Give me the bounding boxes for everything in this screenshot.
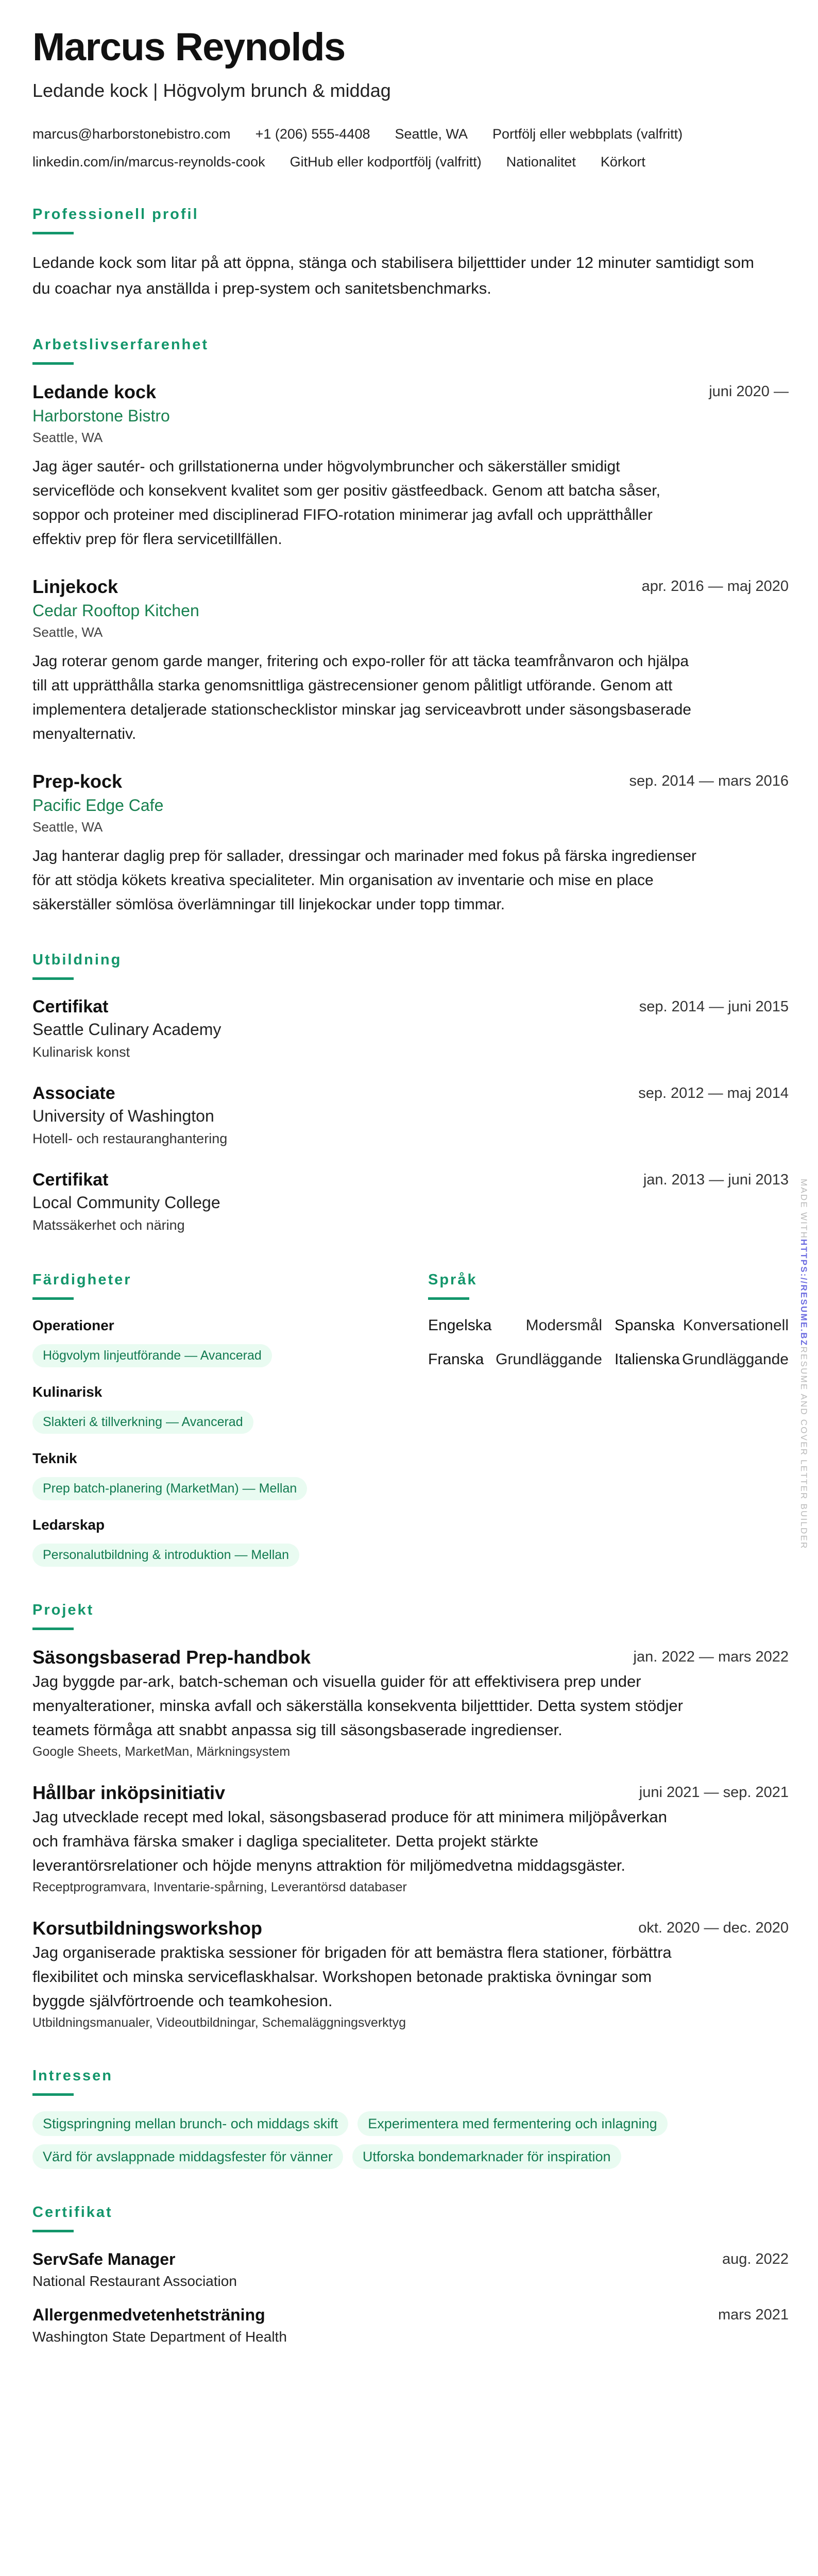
job-entry (32, 380, 789, 551)
contact-phone[interactable]: +1 (206) 555-4408 (255, 126, 370, 142)
language-item (615, 1349, 789, 1370)
language-name: Franska (428, 1351, 484, 1368)
contact-list (32, 125, 789, 171)
language-name: Italienska (615, 1351, 680, 1368)
certificate-entry (32, 2303, 789, 2348)
project-entry (32, 1646, 789, 1761)
job-company: Pacific Edge Cafe (32, 796, 164, 815)
section-heading-experience (32, 334, 789, 365)
heading-text: Projekt (32, 1602, 94, 1618)
language-name: Engelska (428, 1317, 492, 1334)
heading-text: Certifikat (32, 2204, 113, 2221)
job-title: Prep-kock (32, 771, 123, 792)
project-title: Korsutbildningsworkshop (32, 1918, 262, 1939)
candidate-title: Ledande kock | Högvolym brunch & middag (32, 80, 391, 101)
heading-underline (32, 2230, 74, 2232)
skill-pill: Högvolym linjeutförande — Avancerad (32, 1344, 272, 1367)
profile-section (32, 204, 789, 301)
section-heading-profile (32, 204, 789, 234)
profile-text: Ledande kock som litar på att öppna, stänga och stabilisera biljetttider under 12 minuter samtidigt som du coachar nya anställda i prep-system och sanitetsbenchmarks. (32, 253, 754, 297)
experience-section (32, 334, 789, 917)
heading-underline (32, 232, 74, 234)
language-item (428, 1349, 602, 1370)
certificate-title: Allergenmedvetenhetsträning (32, 2306, 265, 2324)
project-entry (32, 1781, 789, 1897)
project-date: jan. 2022 — mars 2022 (633, 1649, 789, 1665)
certificate-date: mars 2021 (718, 2307, 789, 2323)
watermark-prefix: MADE WITH (799, 1179, 809, 1240)
skills-languages-section (32, 1269, 789, 1567)
contact-location: Seattle, WA (395, 126, 468, 142)
education-entry (32, 995, 789, 1063)
interests-section (32, 2065, 789, 2169)
interest-list (32, 2111, 702, 2169)
contact-linkedin[interactable]: linkedin.com/in/marcus-reynolds-cook (32, 154, 265, 170)
education-field: Kulinarisk konst (32, 1044, 130, 1060)
education-date: jan. 2013 — juni 2013 (643, 1172, 789, 1188)
job-title: Linjekock (32, 576, 118, 597)
certificate-date: aug. 2022 (722, 2251, 789, 2267)
project-description: Jag organiserade praktiska sessioner för brigaden för att bemästra flera stationer, förbättra flexibilitet och minska serviceflaskhalsar. Workshopen betonade praktiska övningar som byggde självförtroende och teamkohesion. (32, 1943, 672, 2010)
skill-group-name: Kulinarisk (32, 1384, 103, 1400)
job-title: Ledande kock (32, 381, 157, 402)
skill-group-name: Teknik (32, 1450, 77, 1466)
language-level: Grundläggande (496, 1351, 602, 1368)
language-item (428, 1315, 602, 1336)
interest-pill: Utforska bondemarknader för inspiration (352, 2144, 621, 2169)
heading-underline (428, 1297, 469, 1300)
section-heading-projects (32, 1600, 789, 1630)
education-entry (32, 1082, 789, 1150)
project-tech: Utbildningsmanualer, Videoutbildningar, Schemaläggningsverktyg (32, 2015, 406, 2030)
interest-pill: Värd för avslappnade middagsfester för vänner (32, 2144, 343, 2169)
skill-pill: Slakteri & tillverkning — Avancerad (32, 1411, 253, 1434)
language-item (615, 1315, 789, 1336)
job-company: Harborstone Bistro (32, 406, 170, 425)
language-name: Spanska (615, 1317, 675, 1334)
section-heading-interests (32, 2065, 789, 2096)
job-date: apr. 2016 — maj 2020 (641, 578, 789, 595)
project-tech: Google Sheets, MarketMan, Märkningsystem (32, 1744, 291, 1759)
skill-group (32, 1382, 428, 1434)
candidate-name: Marcus Reynolds (32, 25, 345, 69)
watermark (797, 1179, 810, 1550)
heading-text: Intressen (32, 2067, 113, 2084)
project-title: Hållbar inköpsinitiativ (32, 1782, 226, 1803)
certificate-entry (32, 2248, 789, 2292)
job-date: sep. 2014 — mars 2016 (629, 773, 789, 789)
project-date: juni 2021 — sep. 2021 (639, 1784, 789, 1801)
interest-pill: Experimentera med fermentering och inlagning (357, 2111, 667, 2136)
heading-underline (32, 977, 74, 980)
section-heading-education (32, 950, 789, 980)
languages-column (428, 1269, 789, 1567)
certificates-section (32, 2202, 789, 2348)
language-level: Konversationell (683, 1317, 789, 1334)
job-description: Jag roterar genom garde manger, fritering och expo-roller för att täcka teamfrånvaron och hjälpa till att upprätthålla starka genomsnittliga gästrecensioner genom pålitligt utförande. Genom att implementera detaljerade stationschecklistor minskar jag serviceavbrott under säsongsbaserade menyalternativ. (32, 653, 691, 742)
section-heading-skills (32, 1269, 428, 1300)
language-level: Modersmål (525, 1317, 602, 1334)
contact-github[interactable]: GitHub eller kodportfölj (valfritt) (289, 154, 482, 170)
skill-pill: Prep batch-planering (MarketMan) — Mellan (32, 1477, 307, 1500)
education-date: sep. 2012 — maj 2014 (638, 1085, 789, 1101)
certificate-title: ServSafe Manager (32, 2250, 176, 2268)
project-title: Säsongsbaserad Prep-handbok (32, 1647, 311, 1668)
education-school: Local Community College (32, 1193, 220, 1212)
job-location: Seattle, WA (32, 624, 103, 640)
projects-section (32, 1600, 789, 2032)
heading-text: Språk (428, 1272, 478, 1288)
contact-nationality: Nationalitet (506, 154, 576, 170)
watermark-suffix: RESUME AND COVER LETTER BUILDER (799, 1346, 809, 1550)
heading-text: Arbetslivserfarenhet (32, 336, 209, 353)
education-school: Seattle Culinary Academy (32, 1020, 221, 1039)
project-entry (32, 1917, 789, 2032)
heading-underline (32, 362, 74, 365)
language-level: Grundläggande (682, 1351, 789, 1368)
job-company: Cedar Rooftop Kitchen (32, 601, 199, 620)
watermark-link[interactable]: HTTPS://RESUME.BZ (799, 1239, 809, 1347)
skill-group (32, 1515, 428, 1567)
education-degree: Certifikat (32, 997, 109, 1016)
skills-column (32, 1269, 428, 1567)
education-entry (32, 1168, 789, 1236)
contact-portfolio[interactable]: Portfölj eller webbplats (valfritt) (492, 126, 683, 142)
project-description: Jag byggde par-ark, batch-scheman och visuella guider för att effektivisera prep under menyalterationer, minska avfall och säkerställa konsekventa biljetttider. Detta system stödjer teamets förmåga att snabbt anpassa sig till säsongsbaserade ingredienser. (32, 1672, 683, 1739)
education-degree: Associate (32, 1083, 115, 1103)
heading-underline (32, 2093, 74, 2096)
skill-group-name: Ledarskap (32, 1517, 105, 1533)
job-description: Jag äger sautér- och grillstationerna under högvolymbruncher och säkerställer smidigt serviceflöde och konsekvent kvalitet som ger positiv gästfeedback. Genom att batcha såser, soppor och proteiner med disciplinerad FIFO-rotation minimerar jag avfall och upprätthåller effektiv prep för flera servicetillfällen. (32, 458, 660, 548)
education-school: University of Washington (32, 1107, 214, 1125)
skill-pill: Personalutbildning & introduktion — Mellan (32, 1544, 299, 1567)
certificate-issuer: Washington State Department of Health (32, 2329, 287, 2345)
skill-group (32, 1315, 428, 1367)
section-heading-languages (428, 1269, 789, 1300)
job-location: Seattle, WA (32, 819, 103, 835)
job-description: Jag hanterar daglig prep för sallader, dressingar och marinader med fokus på färska ingredienser för att stödja kökets kreativa specialiteter. Min organisation av inventarie och mise en place säkerställer sömlösa överlämningar till linjekockar under topp timmar. (32, 848, 697, 913)
language-list (428, 1315, 789, 1370)
skill-group-name: Operationer (32, 1317, 114, 1333)
section-heading-certificates (32, 2202, 789, 2232)
certificate-issuer: National Restaurant Association (32, 2273, 237, 2289)
education-field: Matssäkerhet och näring (32, 1217, 185, 1233)
heading-text: Färdigheter (32, 1272, 132, 1288)
project-description: Jag utvecklade recept med lokal, säsongsbaserad produce för att minimera miljöpåverkan och framhäva färska smaker i dagliga specialiteter. Detta projekt stärkte leverantörsrelationer och höjde menyns attraktion för miljömedvetna middagsgäster. (32, 1808, 668, 1874)
job-location: Seattle, WA (32, 430, 103, 445)
job-entry (32, 770, 789, 917)
contact-license: Körkort (600, 154, 645, 170)
project-date: okt. 2020 — dec. 2020 (638, 1920, 789, 1936)
heading-underline (32, 1628, 74, 1630)
contact-email[interactable]: marcus@harborstonebistro.com (32, 126, 231, 142)
job-entry (32, 575, 789, 746)
education-degree: Certifikat (32, 1170, 109, 1190)
education-section (32, 950, 789, 1236)
education-date: sep. 2014 — juni 2015 (639, 998, 789, 1015)
skill-group (32, 1448, 428, 1500)
interest-pill: Stigspringning mellan brunch- och middags skift (32, 2111, 348, 2136)
education-field: Hotell- och restauranghantering (32, 1131, 228, 1146)
heading-text: Utbildning (32, 952, 122, 968)
job-date: juni 2020 — (709, 383, 789, 400)
heading-text: Professionell profil (32, 206, 199, 223)
project-tech: Receptprogramvara, Inventarie-spårning, Leverantörsd databaser (32, 1880, 407, 1894)
heading-underline (32, 1297, 74, 1300)
